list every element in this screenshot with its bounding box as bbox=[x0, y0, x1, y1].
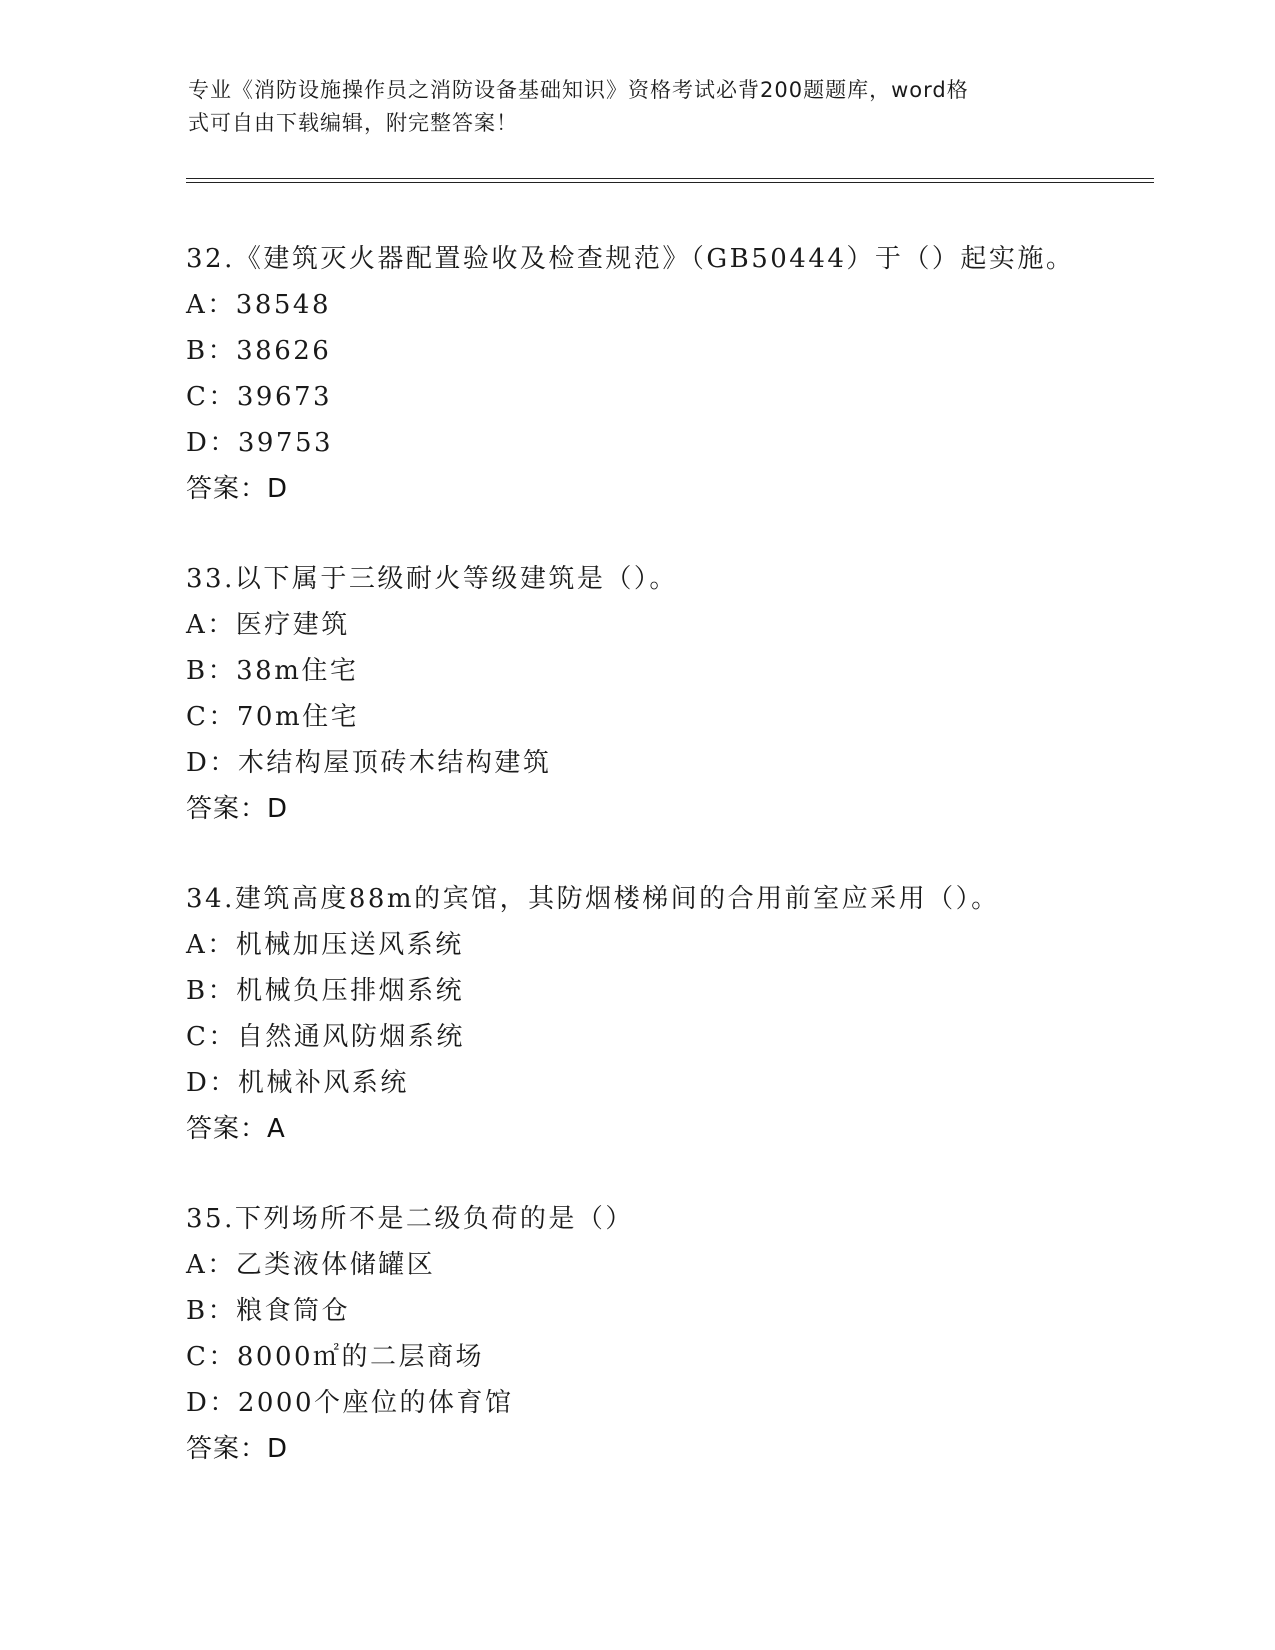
question-33 bbox=[186, 556, 1166, 876]
option-b: B：38m住宅 bbox=[186, 656, 359, 686]
question-list bbox=[186, 236, 1166, 1516]
option-d: D：木结构屋顶砖木结构建筑 bbox=[186, 748, 552, 778]
document-header bbox=[188, 74, 1088, 140]
option-c: C：39673 bbox=[186, 382, 333, 412]
option-b: B：粮食筒仓 bbox=[186, 1296, 351, 1326]
option-d: D：39753 bbox=[186, 428, 334, 458]
answer-line: 答案：D bbox=[186, 794, 289, 824]
option-b: B：机械负压排烟系统 bbox=[186, 976, 465, 1006]
option-b: B：38626 bbox=[186, 336, 332, 366]
option-a: A：医疗建筑 bbox=[186, 610, 350, 640]
question-34 bbox=[186, 876, 1166, 1196]
option-d: D：机械补风系统 bbox=[186, 1068, 409, 1098]
answer-line: 答案：D bbox=[186, 1434, 289, 1464]
header-divider-bottom bbox=[186, 182, 1154, 183]
option-a: A：38548 bbox=[186, 290, 331, 320]
question-35 bbox=[186, 1196, 1166, 1516]
header-line-1: 专业《消防设施操作员之消防设备基础知识》资格考试必背200题题库，word格 bbox=[188, 78, 969, 102]
answer-line: 答案：A bbox=[186, 1114, 286, 1144]
header-divider-top bbox=[186, 178, 1154, 179]
question-stem: 32.《建筑灭火器配置验收及检查规范》（GB50444）于（）起实施。 bbox=[186, 244, 1075, 274]
option-c: C：70m住宅 bbox=[186, 702, 360, 732]
question-stem: 33.以下属于三级耐火等级建筑是（）。 bbox=[186, 564, 678, 594]
question-stem: 35.下列场所不是二级负荷的是（） bbox=[186, 1204, 634, 1234]
option-c: C：自然通风防烟系统 bbox=[186, 1022, 465, 1052]
option-a: A：机械加压送风系统 bbox=[186, 930, 464, 960]
option-d: D：2000个座位的体育馆 bbox=[186, 1388, 514, 1418]
question-32 bbox=[186, 236, 1166, 556]
option-a: A：乙类液体储罐区 bbox=[186, 1250, 436, 1280]
option-c: C：8000㎡的二层商场 bbox=[186, 1342, 485, 1372]
header-line-2: 式可自由下载编辑，附完整答案！ bbox=[188, 111, 518, 135]
answer-line: 答案：D bbox=[186, 474, 289, 504]
question-stem: 34.建筑高度88m的宾馆，其防烟楼梯间的合用前室应采用（）。 bbox=[186, 884, 1000, 914]
